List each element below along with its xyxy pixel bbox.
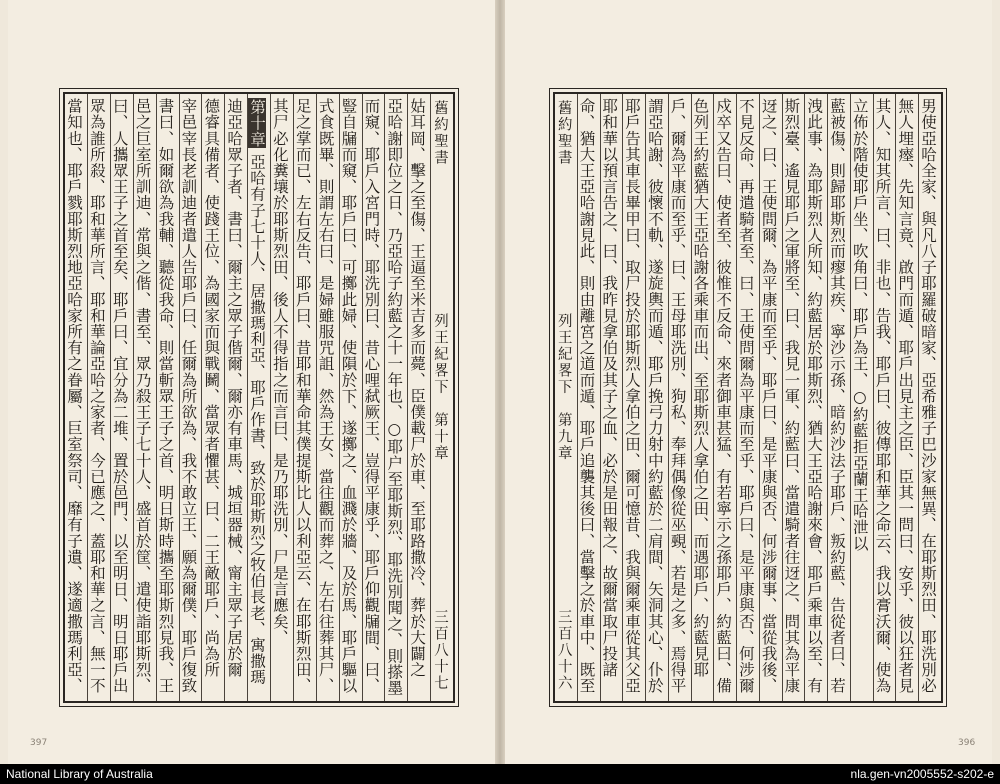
book-gutter [495, 0, 505, 764]
left-pencil-number: 397 [30, 738, 48, 748]
left-text-column: 曰、人攜眾王子之首至矣、耶戶曰、宜分為二堆、置於邑門、以至明日、明日耶戶出 [110, 94, 133, 701]
right-margin-section: 列王紀畧下 第九章 [555, 313, 572, 462]
left-margin-section: 列王紀畧下 第十章 [432, 313, 448, 462]
right-margin-title: 舊約聖書 [555, 100, 572, 166]
left-text-column: 亞哈謝即位之日、乃亞哈子約藍之十一年也、○耶户至耶斯烈、耶洗別聞之、則搽墨 [384, 94, 407, 701]
right-text-column: 耶和華以預言告之、曰、我昨見拿伯及其子之血、必於是田報之、故爾當取尸投諸 [600, 94, 623, 701]
left-text-column: 眾為誰所殺、耶和華所言、耶和華論亞哈之家者、今已應之、蓋耶和華之言、無一不 [87, 94, 110, 701]
left-text-frame [63, 92, 455, 703]
right-columns [555, 94, 941, 701]
footer-bar [0, 764, 1000, 784]
left-text-column: 邑之巨室所訓迪、常與之偕、書至、眾乃殺王子七十人、盛首於筐、遣使詣耶斯烈、 [133, 94, 156, 701]
right-page [505, 0, 992, 764]
right-text-column: 藍被傷、則歸耶斯烈而瘳其疾、寧沙示孫、暗約沙法子耶戶、叛約藍、告從者曰、若 [827, 94, 850, 701]
right-text-column: 謂亞哈謝、彼懷不軌、遂旋輿而遁、耶戶挽弓力射中約藍於二肩間、矢洞其心、仆於 [645, 94, 668, 701]
left-margin-page-number: 三百八十七 [432, 608, 448, 691]
footer-identifier: nla.gen-vn2005552-s202-e [850, 767, 994, 781]
right-text-column: 無人埋瘞、先知言竟、啟門而遁、耶戶出見主之臣、臣其一問曰、安乎、彼以狂者見 [895, 94, 918, 701]
left-text-column: 書曰、如爾欲為我輔、聽從我命、則當斬眾王子之首、明日斯時攜至耶斯烈見我、王 [156, 94, 179, 701]
right-margin-column [555, 94, 577, 701]
left-page [8, 0, 495, 764]
left-text-column: 而窺、耶戶入宮門時、耶洗別曰、昔心哩弑厥王、豈得平康乎、耶戶仰觀牖間、曰、 [362, 94, 385, 701]
right-text-column: 立佈於階使耶戶坐、吹角曰、耶戶為王、○約藍拒亞蘭王哈泄以 [850, 94, 873, 701]
right-text-column: 耶戶告其車長畢甲曰、取尸投於耶斯烈人拿伯之田、爾可憶昔、我與爾乘車從其父亞 [622, 94, 645, 701]
right-text-column: 戍卒又告曰、使者至、彼惟不反命、來者御車甚猛、有若寧示之孫耶戶、約藍曰、備 [713, 94, 736, 701]
left-columns [65, 94, 453, 701]
left-text-column: 足之掌而已、左右反告、耶戶曰、昔耶和華命其僕提斯比人以利亞云、在耶斯烈田、 [293, 94, 316, 701]
left-text-column: 豎自牖而窺、耶戶曰、可擲此婦、使隕於下、遂擲之、血濺於牆、及於馬、耶戶驅以 [339, 94, 362, 701]
chapter-marker: 第十章 [248, 99, 266, 148]
left-text-column: 德睿具備者、使踐王位、為國家而與戰鬭、當眾者懼甚、曰、二王敵耶戶、尚為所 [201, 94, 224, 701]
left-margin-column [430, 94, 453, 701]
left-text-column: 第十章 亞哈有子七十人、居撒瑪利亞、耶戶作書、致於耶斯烈之牧伯長老、寓撒瑪 [247, 94, 270, 701]
left-text-column: 迪亞哈眾子者、書曰、爾主之眾子偕爾、爾亦有車馬、城垣器械、甯主眾子居於爾 [224, 94, 247, 701]
right-pencil-number: 396 [958, 738, 976, 748]
right-margin-page-number: 三百八十六 [555, 608, 572, 691]
right-text-column: 不見反命、再遣騎者至、曰、王使問爾為平康而至乎、耶戶曰、是平康與否、何涉爾 [736, 94, 759, 701]
left-text-column: 當知也、耶戶戮耶斯烈地亞哈家所有之眷屬、巨室祭司、靡有子遺、遂適撒瑪利亞、 [65, 98, 83, 694]
right-text-column: 戶、爾為平康而至乎、曰、王母耶洗別、狗私、奉拜偶像從巫覡、若是之多、焉得平 [668, 94, 691, 701]
left-margin-title: 舊約聖書 [432, 100, 448, 166]
right-text-column: 其人、知其所言、曰、非也、告我、耶戶曰、彼傳耶和華之命云、我以膏沃爾、使為 [873, 94, 896, 701]
right-text-frame [553, 92, 943, 703]
left-text-column: 其尸必化糞壤於耶斯烈田、後人不得指之而言曰、是乃耶洗別、尸是言應矣、 [270, 94, 293, 701]
right-text-column: 男使亞哈全家、與凡八子耶羅破暗家、亞希雅子巴沙家無異、在耶斯烈田、耶洗別必 [918, 94, 941, 701]
footer-library-name: National Library of Australia [6, 767, 153, 781]
right-text-column: 洩此事、為耶斯烈人所知、約藍居於耶斯烈、猶大王亞哈謝來會、耶戶乘車以至、有 [804, 94, 827, 701]
right-text-column: 命、猶大王亞哈謝見此、則由離宮之道而遁、耶戶追襲其後曰、當擊之於車中、既至 [577, 94, 600, 701]
right-text-column: 色列王約藍猶大王亞哈謝各乘車而出、至耶斯烈人拿伯之田、而遇耶戶、約藍見耶 [691, 94, 714, 701]
left-text-column: 宰邑宰長老訓迪者遣人告耶戶曰、任爾為所欲為、我不敢立王、願為爾僕、耶戶復致 [179, 94, 202, 701]
left-text-column: 姑耳岡、擊之至傷、王逼至米吉多而薨、臣僕載尸於車、至耶路撒冷、葬於大闢之 [407, 94, 430, 701]
right-text-column: 迓之、曰、王使問爾、為平康而至乎、耶戶曰、是平康與否、何涉爾事、當從我後、 [759, 94, 782, 701]
right-text-column: 斯烈臺、遙見耶戶之軍將至、曰、我見一軍、約藍曰、當遣騎者往迓之、問其為平康 [782, 94, 805, 701]
left-text-column: 式食既畢、則謂左右曰、是婦雖服咒詛、然為王女、當往觀而葬之、左右往葬其尸、 [316, 94, 339, 701]
